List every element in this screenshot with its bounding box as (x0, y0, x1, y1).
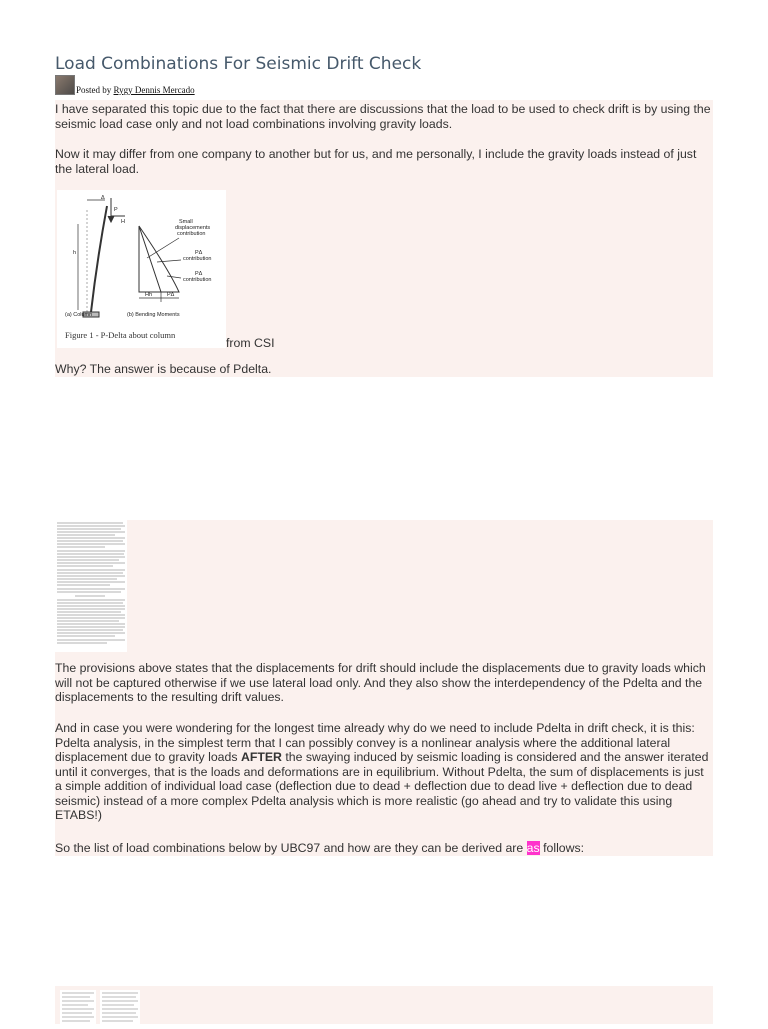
label-delta: Δ (101, 195, 105, 201)
emphasis-after: AFTER (240, 750, 282, 764)
label-p1-2: contribution (183, 256, 212, 262)
label-small-2: displacements (175, 225, 211, 231)
table-scan-1 (60, 990, 96, 1024)
paragraph-5-part-1: And in case you were wondering for the longest time already why do we need to include Pdelta in drift check, it is this: Pdelta analysis, in the simplest term that I can possibly convey is a nonlinear analysis where the additional lateral displacement due to gravity loads (55, 721, 695, 764)
label-bending: (b) Bending Moments (127, 312, 180, 318)
label-p1-1: PΔ (195, 250, 203, 256)
label-h: H (121, 219, 125, 225)
byline-prefix: Posted by (76, 85, 112, 95)
leader-small (147, 238, 179, 258)
figure-source-text: from CSI (226, 336, 275, 350)
load-combinations-image-1 (60, 990, 96, 1024)
deflected-column-line (91, 206, 107, 312)
paragraph-3: Why? The answer is because of Pdelta. (55, 362, 272, 376)
p-arrow-head (108, 216, 114, 222)
code-provisions-image (55, 520, 127, 652)
paragraph-6 (55, 841, 713, 856)
byline (55, 75, 195, 95)
label-height: h (73, 250, 77, 256)
content-block-3 (55, 986, 713, 1024)
paragraph-6-part-2: follows: (539, 841, 585, 855)
moment-pdelta-curve (139, 226, 179, 292)
load-combinations-image-2 (100, 990, 140, 1024)
author-avatar[interactable] (55, 75, 75, 95)
label-hh: Hh (145, 292, 153, 298)
code-provisions-scan (55, 520, 127, 652)
moment-triangle (139, 226, 161, 292)
table-scan-2 (100, 990, 140, 1024)
p-delta-diagram (57, 190, 226, 348)
author-link[interactable]: Rygy Dennis Mercado (113, 85, 195, 95)
label-column: (a) Column (65, 312, 93, 318)
p-delta-figure-image (57, 190, 226, 348)
label-pd: PΔ (167, 292, 175, 298)
post-title: Load Combinations For Seismic Drift Check (55, 54, 422, 74)
label-p2-2: contribution (183, 277, 212, 283)
figure-caption: Figure 1 - P-Delta about column (65, 330, 176, 340)
label-small-1: Small (179, 219, 193, 225)
paragraph-5 (55, 721, 713, 823)
paragraph-6-part-1: So the list of load combinations below by UBC97 and how are they can be derived are (55, 841, 527, 855)
paragraph-5-part-2: the swaying induced by seismic loading is considered and the answer iterated until it converges, that is the loads and deformations are in equilibrium. Without Pdelta, the sum of displacements is just a simple addition of individual load case (deflection due to dead + deflection due to dead live + deflection due to dead seismic) instead of a more complex Pdelta analysis which is more realistic (go ahead and try to validate this using ETABS!) (55, 750, 709, 822)
label-p: P (114, 207, 118, 213)
label-small-3: contribution (177, 231, 206, 237)
byline-text (76, 85, 195, 95)
paragraph-2: Now it may differ from one company to another but for us, and me personally, I include the gravity loads instead of just the lateral load. (55, 147, 697, 176)
paragraph-4: The provisions above states that the displacements for drift should include the displacements due to gravity loads which will not be captured otherwise if we use lateral load only. And they also show the interdependency of the Pdelta and the displacements to the resulting drift values. (55, 661, 706, 704)
label-p2-1: PΔ (195, 271, 203, 277)
search-highlight: as (526, 841, 540, 855)
leader-p1 (157, 260, 181, 262)
leader-p2 (167, 276, 181, 278)
paragraph-1: I have separated this topic due to the fact that there are discussions that the load to be used to check drift is by using the seismic load case only and not load combinations involving gravity loads. (55, 102, 711, 131)
